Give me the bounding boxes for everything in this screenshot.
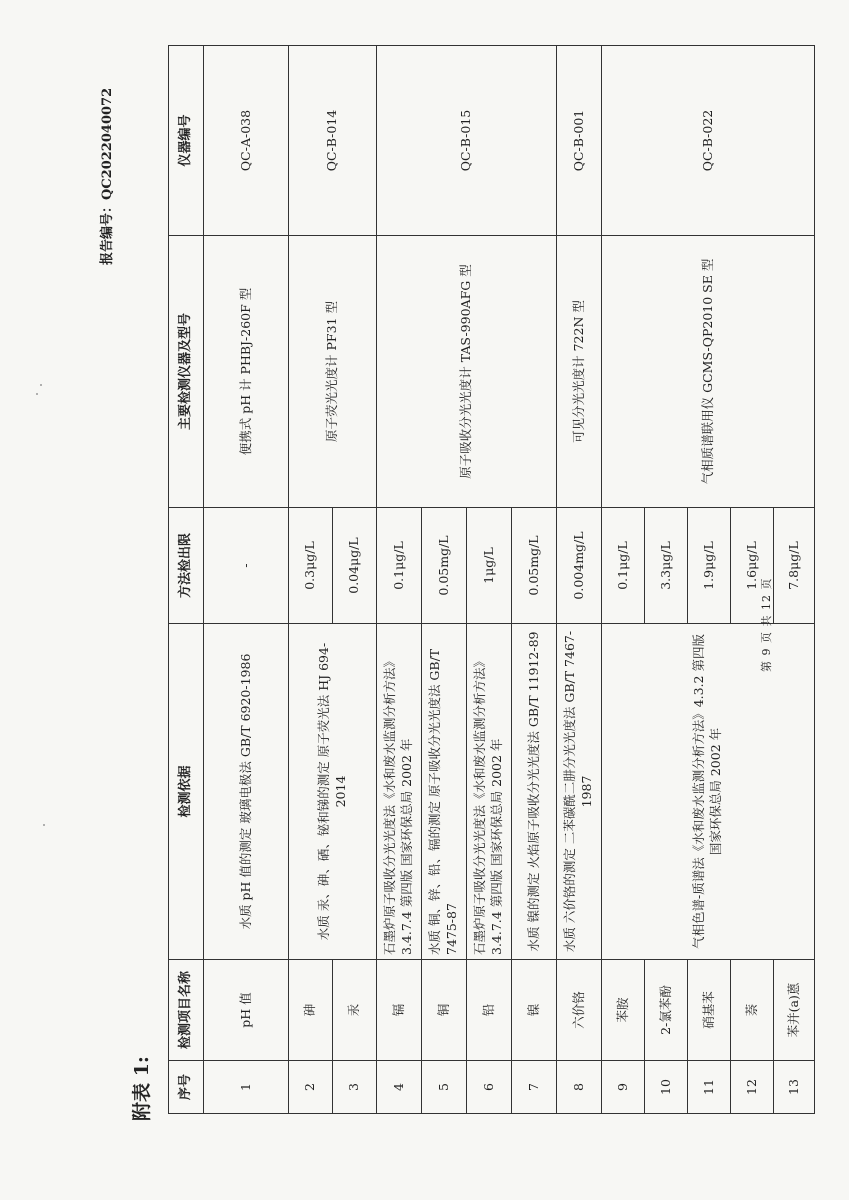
cell-item: 2-氯苯酚 <box>645 960 688 1061</box>
header-id: 仪器编号 <box>169 46 204 236</box>
cell-no: 8 <box>557 1061 602 1114</box>
cell-no: 13 <box>774 1061 815 1114</box>
cell-item: 汞 <box>333 960 377 1061</box>
report-number: 报告编号：QC2022040072 <box>100 87 115 265</box>
cell-no: 6 <box>467 1061 512 1114</box>
table-row <box>289 46 333 1114</box>
cell-instrument: 原子吸收分光光度计 TAS-990AFG 型 <box>377 236 557 508</box>
header-limit: 方法检出限 <box>169 508 204 624</box>
cell-limit: 1.9μg/L <box>688 508 731 624</box>
cell-item: 六价铬 <box>557 960 602 1061</box>
cell-limit: - <box>204 508 289 624</box>
cell-no: 2 <box>289 1061 333 1114</box>
cell-basis: 水质 镍的测定 火焰原子吸收分光光度法 GB/T 11912-89 <box>512 624 557 960</box>
cell-limit: 0.3μg/L <box>289 508 333 624</box>
cell-basis: 水质 汞、砷、硒、铋和锑的测定 原子荧光法 HJ 694-2014 <box>289 624 377 960</box>
cell-item: 萘 <box>731 960 774 1061</box>
table-row <box>557 46 602 1114</box>
page-number: 第 9 页 共 12 页 <box>760 577 773 672</box>
appendix-title: 附表 1: <box>131 1056 153 1121</box>
cell-limit: 1.6μg/L <box>731 508 774 624</box>
cell-no: 10 <box>645 1061 688 1114</box>
cell-item: 砷 <box>289 960 333 1061</box>
cell-id: QC-B-001 <box>557 46 602 236</box>
cell-item: 铅 <box>467 960 512 1061</box>
cell-no: 12 <box>731 1061 774 1114</box>
cell-instrument: 原子荧光光度计 PF31 型 <box>289 236 377 508</box>
cell-no: 11 <box>688 1061 731 1114</box>
cell-no: 4 <box>377 1061 422 1114</box>
cell-basis: 气相色谱-质谱法《水和废水监测分析方法》4.3.2 第四版 国家环保总局 2002 年 <box>602 624 815 960</box>
table-row <box>204 46 289 1114</box>
cell-limit: 0.05mg/L <box>512 508 557 624</box>
cell-basis: 石墨炉原子吸收分光光度法《水和废水监测分析方法》3.4.7.4 第四版 国家环保总局 2002 年 <box>377 624 422 960</box>
cell-item: 铜 <box>422 960 467 1061</box>
cell-item: 苯胺 <box>602 960 645 1061</box>
cell-limit: 0.004mg/L <box>557 508 602 624</box>
cell-item: 镍 <box>512 960 557 1061</box>
cell-item: 硝基苯 <box>688 960 731 1061</box>
cell-limit: 7.8μg/L <box>774 508 815 624</box>
cell-id: QC-B-022 <box>602 46 815 236</box>
cell-basis: 水质 六价铬的测定 二苯碳酰二肼分光光度法 GB/T 7467-1987 <box>557 624 602 960</box>
header-no: 序号 <box>169 1061 204 1114</box>
cell-basis: 水质 pH 值的测定 玻璃电极法 GB/T 6920-1986 <box>204 624 289 960</box>
cell-limit: 3.3μg/L <box>645 508 688 624</box>
header-instrument: 主要检测仪器及型号 <box>169 236 204 508</box>
cell-no: 3 <box>333 1061 377 1114</box>
cell-no: 7 <box>512 1061 557 1114</box>
cell-limit: 0.1μg/L <box>377 508 422 624</box>
cell-no: 1 <box>204 1061 289 1114</box>
cell-basis: 石墨炉原子吸收分光光度法《水和废水监测分析方法》3.4.7.4 第四版 国家环保总局 2002 年 <box>467 624 512 960</box>
cell-item: 苯并(a)蒽 <box>774 960 815 1061</box>
cell-limit: 0.05mg/L <box>422 508 467 624</box>
cell-id: QC-B-015 <box>377 46 557 236</box>
cell-limit: 1μg/L <box>467 508 512 624</box>
test-methods-table <box>168 45 815 1114</box>
cell-limit: 0.04μg/L <box>333 508 377 624</box>
cell-limit: 0.1μg/L <box>602 508 645 624</box>
cell-no: 5 <box>422 1061 467 1114</box>
cell-item: 镉 <box>377 960 422 1061</box>
cell-item: pH 值 <box>204 960 289 1061</box>
table-row <box>377 46 422 1114</box>
cell-instrument: 可见分光光度计 722N 型 <box>557 236 602 508</box>
cell-instrument: 便携式 pH 计 PHBJ-260F 型 <box>204 236 289 508</box>
header-basis: 检测依据 <box>169 624 204 960</box>
cell-instrument: 气相质谱联用仪 GCMS-QP2010 SE 型 <box>602 236 815 508</box>
cell-id: QC-A-038 <box>204 46 289 236</box>
cell-no: 9 <box>602 1061 645 1114</box>
cell-id: QC-B-014 <box>289 46 377 236</box>
table-row <box>602 46 645 1114</box>
header-item: 检测项目名称 <box>169 960 204 1061</box>
cell-basis: 水质 铜、锌、铅、镉的测定 原子吸收分光光度法 GB/T 7475-87 <box>422 624 467 960</box>
table-header-row <box>169 46 204 1114</box>
